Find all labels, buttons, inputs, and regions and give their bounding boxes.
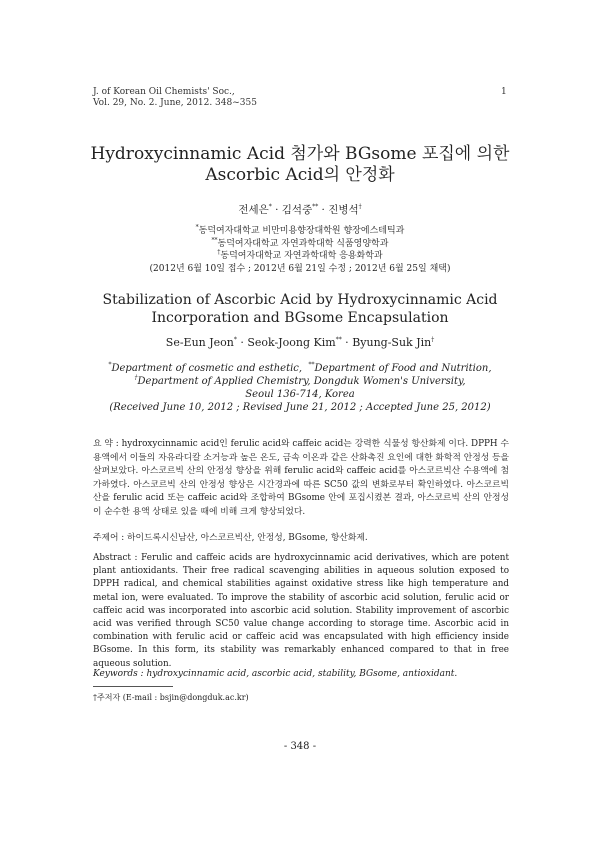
english-title: Stabilization of Ascorbic Acid by Hydroxycinnamic Acid Incorporation and BGsome Encapsulation — [102, 292, 498, 326]
english-dates: (Received June 10, 2012 ; Revised June 21, 2012 ; Accepted June 25, 2012) — [109, 402, 491, 413]
journal-citation — [93, 87, 257, 109]
korean-keywords: 주제어 : 하이드록시신남산, 아스코르빅산, 안정성, BGsome, 항산화제. — [93, 533, 368, 543]
journal-volume: Vol. 29, No. 2. June, 2012. 348~355 — [93, 98, 257, 108]
english-abstract: Abstract : Ferulic and caffeic acids are hydroxycinnamic acid derivatives, which are potent plant antioxidants. Their free radical scavenging abilities in aqueous solution exposed to DPPH radical, and chemical stabilities against oxidative stress like high temperature and metal ion, were evaluated. To improve the stability of ascorbic acid solution, ferulic acid or caffeic acid was incorporated into ascorbic acid solution. Stability improvement of ascorbic acid was verified through SC50 value change according to storage time. Ascorbic acid in combination with ferulic acid or caffeic acid was encapsulated with high efficiency inside BGsome. In this form, its stability was remarkably enhanced compared to that in free aqueous solution. — [93, 553, 509, 669]
issue-number: 1 — [501, 87, 507, 97]
korean-abstract: 요 약 : hydroxycinnamic acid인 ferulic acid와 caffeic acid는 강력한 식물성 항산화제 이다. DPPH 수용액에서 이들의 자유라디칼 소거능과 높은 온도, 금속 이온과 같은 산화촉진 요인에 대한 화학적 안정성 등을 살펴보았다. 아스코르빅 산의 안정성 향상을 위해 ferulic acid와 caffeic acid를 아스코르빅산 수용액에 첨가하였다. 아스코르빅 산의 안정성 향상은 시간경과에 따른 SC50 값의 변화로부터 확인하였다. 아스코르빅 산을 ferulic acid 또는 caffeic acid와 조합하여 BGsome 안에 포집시켰본 결과, 아스코르빅 산의 안정성이 순수한 용액 상태로 있을 때에 비해 크게 향상되었다. — [93, 439, 509, 517]
korean-title: Hydroxycinnamic Acid 첨가와 BGsome 포집에 의한 Ascorbic Acid의 안정화 — [90, 144, 510, 185]
korean-dates: (2012년 6월 10일 접수 ; 2012년 6월 21일 수정 ; 2012년 6월 25일 채택) — [149, 263, 451, 274]
korean-authors: 전세은* · 김석중** · 진병석† — [238, 203, 362, 216]
english-affiliations: *Department of cosmetic and esthetic, **Department of Food and Nutrition, †Department of Applied Chemistry, Dongduk Women's University, Seoul 136-714, Korea (Received June 10, 2012 ; Revised June 21, 2012 ; Accepted June 25, 2012) — [0, 362, 600, 414]
page-number: - 348 - — [283, 741, 317, 752]
journal-name: J. of Korean Oil Chemists' Soc., — [93, 87, 235, 97]
korean-affiliations: *동덕여자대학교 비만미용향장대학원 향장에스테틱과 **동덕여자대학교 자연과학대학 식품영양학과 †동덕여자대학교 자연과학대학 응용화학과 (2012년 6월 10일 접수 ; 2012년 6월 21일 수정 ; 2012년 6월 25일 채택) — [0, 225, 600, 275]
english-authors: Se-Eun Jeon* · Seok-Joong Kim** · Byung-Suk Jin† — [165, 336, 435, 349]
corresponding-author-footnote: †주저자 (E-mail : bsjin@dongduk.ac.kr) — [93, 693, 249, 702]
footnote-divider — [93, 686, 173, 687]
english-keywords: Keywords : hydroxycinnamic acid, ascorbic acid, stability, BGsome, antioxidant. — [93, 669, 458, 679]
